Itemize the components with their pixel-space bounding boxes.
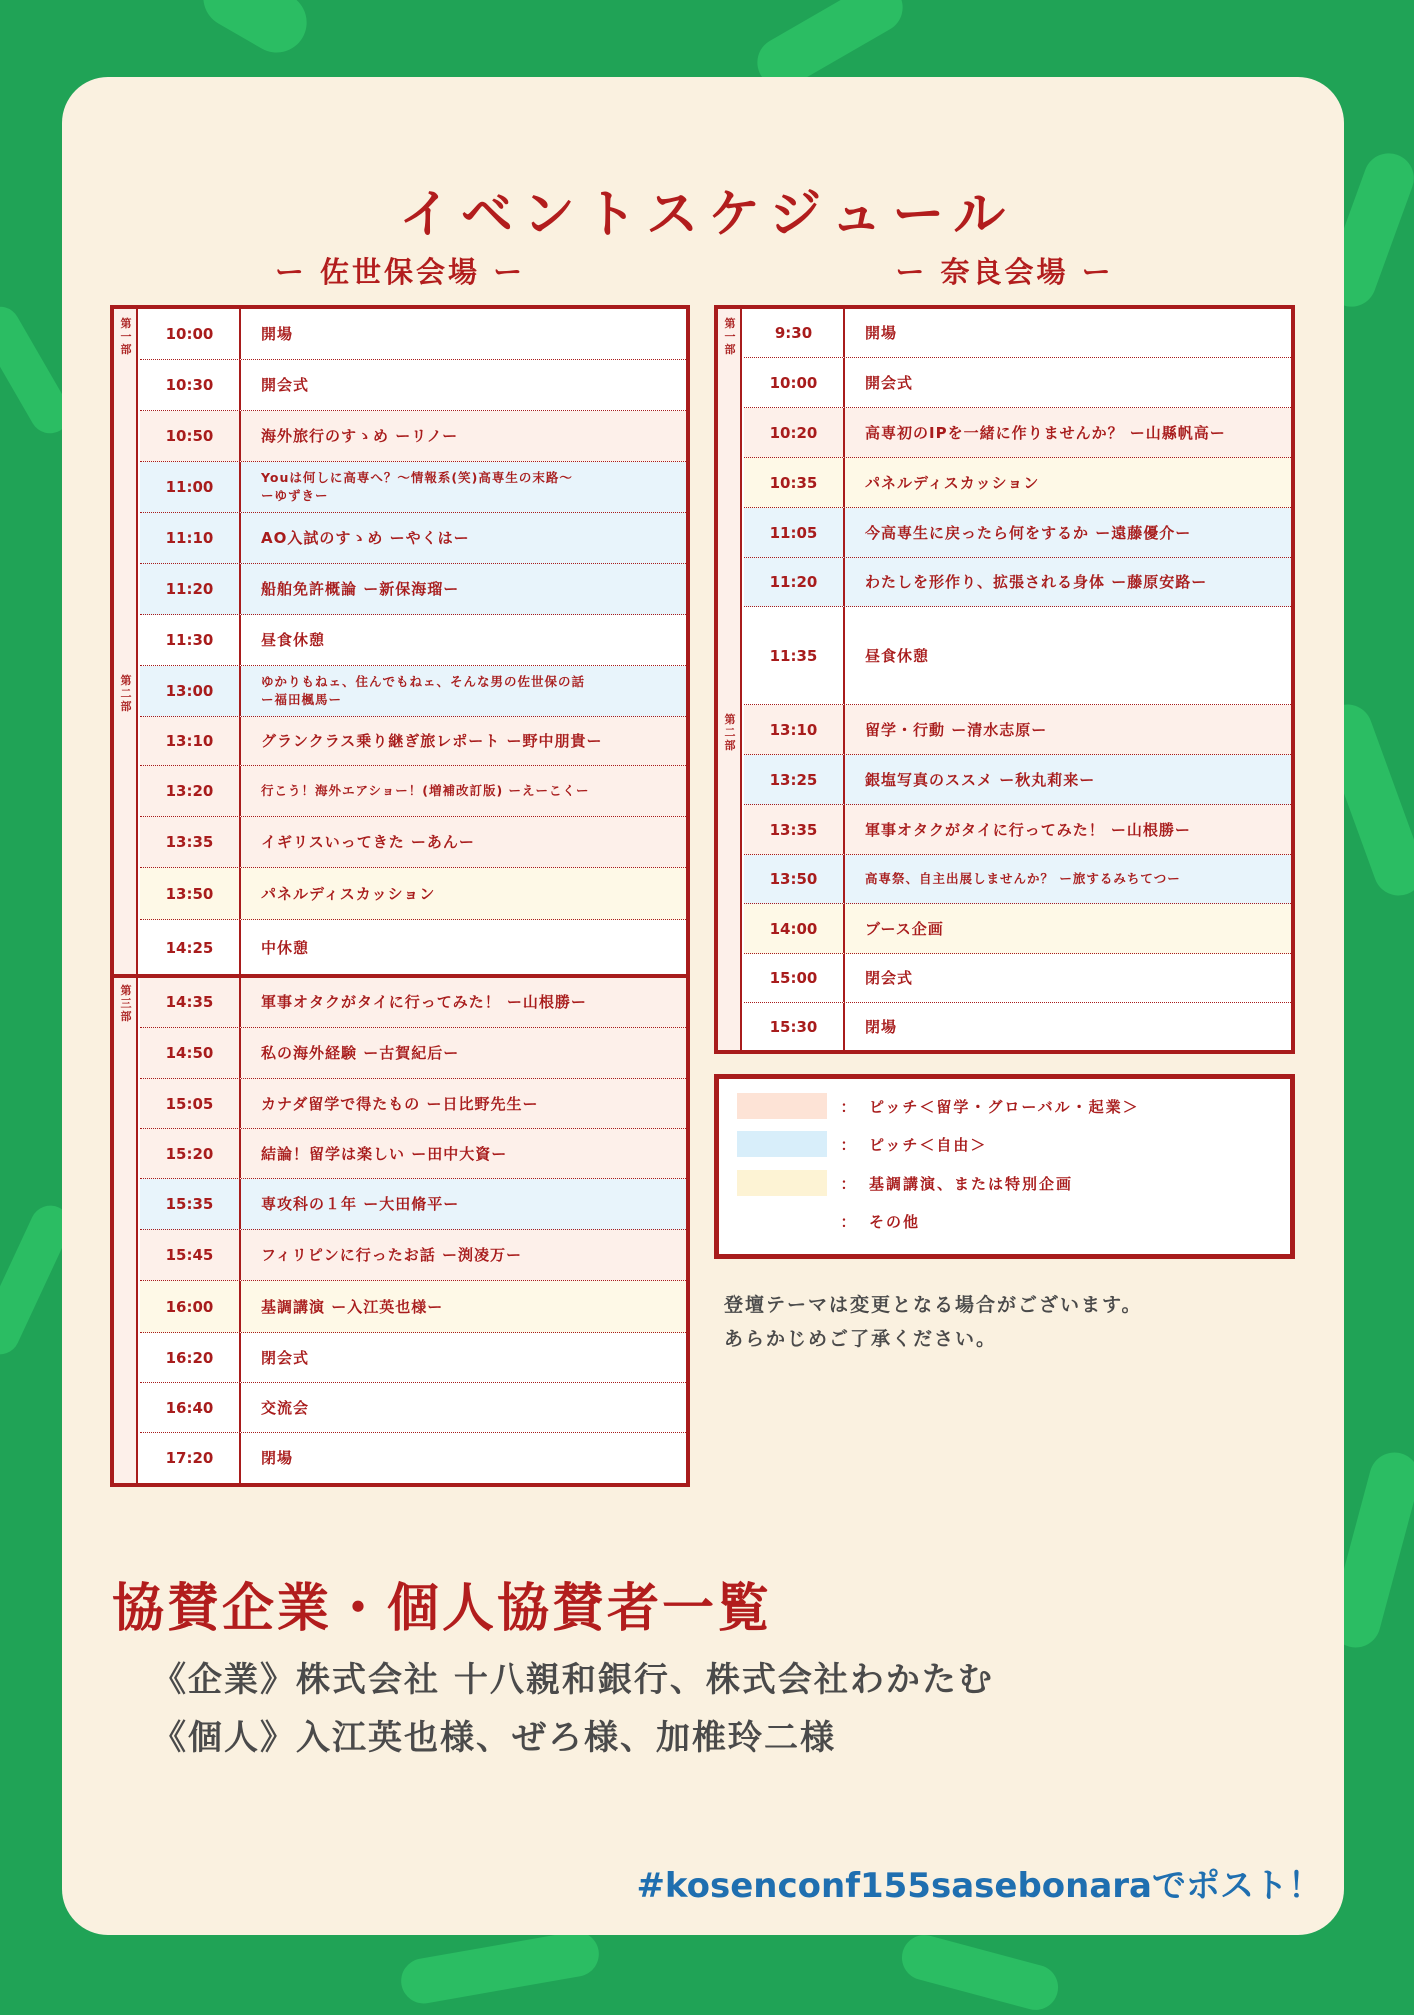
schedule-time: 15:45: [140, 1230, 241, 1280]
schedule-title: 私の海外経験 ー古賀紀后ー: [261, 1044, 460, 1062]
schedule-title: Youは何しに高専へ？～情報系(笑)高専生の末路～ ーゆずきー: [261, 470, 573, 503]
schedule-title: イギリスいってきた ーあんー: [261, 833, 475, 851]
schedule-title: カナダ留学で得たもの ー日比野先生ー: [261, 1094, 539, 1113]
schedule-row: [744, 309, 1291, 358]
schedule-time: 13:35: [140, 817, 241, 867]
schedule-time: 11:20: [140, 564, 241, 614]
schedule-title: パネルディスカッション: [261, 884, 436, 903]
schedule-time: 11:35: [744, 607, 845, 704]
schedule-table-nara: [714, 305, 1295, 1054]
notice-line: あらかじめご了承ください。: [724, 1328, 998, 1350]
schedule-title: 開場: [865, 324, 898, 342]
schedule-row: [140, 564, 686, 615]
schedule-row: [140, 868, 686, 920]
schedule-title: 昼食休憩: [261, 631, 326, 649]
schedule-title: 開会式: [865, 373, 914, 392]
schedule-table-sasebo: [110, 305, 690, 1487]
schedule-row: [744, 904, 1291, 954]
venue-title-nara: ー 奈良会場 ー: [895, 255, 1114, 289]
schedule-time: 13:50: [744, 855, 845, 903]
schedule-row: [140, 309, 686, 360]
schedule-row: [140, 411, 686, 462]
schedule-row: [140, 717, 686, 766]
schedule-title: 基調講演 ー入江英也様ー: [261, 1297, 444, 1316]
schedule-title: 専攻科の１年 ー大田脩平ー: [261, 1195, 460, 1213]
schedule-row: [744, 408, 1291, 458]
part-label: 第 二 部: [724, 713, 736, 752]
schedule-title: グランクラス乗り継ぎ旅レポート ー野中朋貴ー: [261, 732, 603, 750]
legend-swatch-pink: [737, 1093, 827, 1119]
schedule-title: 海外旅行のすゝめ ーリノー: [261, 427, 459, 445]
schedule-time: 15:05: [140, 1079, 241, 1128]
venue-title-sasebo: ー 佐世保会場 ー: [274, 255, 526, 289]
schedule-title: 閉会式: [865, 969, 914, 987]
schedule-time: 15:30: [744, 1003, 845, 1050]
schedule-row: [140, 1383, 686, 1433]
schedule-time: 10:00: [744, 358, 845, 407]
schedule-title: 今高専生に戻ったら何をするか ー遠藤優介ー: [865, 523, 1192, 542]
schedule-title: わたしを形作り、拡張される身体 ー藤原安路ー: [865, 573, 1208, 591]
schedule-title: 閉場: [261, 1449, 294, 1467]
legend-text: その他: [869, 1212, 921, 1231]
schedule-title: 軍事オタクがタイに行ってみた！ ー山根勝ー: [865, 820, 1191, 839]
schedule-title: 中休憩: [261, 938, 310, 957]
part-label: 第 一 部: [724, 317, 736, 356]
sponsors-heading: 協賛企業・個人協賛者一覧: [112, 1579, 773, 1639]
schedule-time: 10:35: [744, 458, 845, 507]
schedule-row: [744, 805, 1291, 855]
schedule-time: 16:00: [140, 1281, 241, 1332]
schedule-row: [744, 358, 1291, 408]
schedule-row: [140, 920, 686, 976]
schedule-time: 15:35: [140, 1179, 241, 1229]
schedule-time: 10:00: [140, 309, 241, 359]
schedule-title: 軍事オタクがタイに行ってみた！ ー山根勝ー: [261, 992, 587, 1011]
schedule-row: [140, 976, 686, 1028]
schedule-row: [140, 1028, 686, 1079]
legend-swatch-white: [737, 1208, 827, 1234]
part-strip: [718, 309, 742, 705]
schedule-title: 行こう！海外エアショー！(増補改訂版) ーえーこくー: [261, 783, 590, 798]
schedule-row: [140, 766, 686, 817]
schedule-title: ゆかりもねェ、住んでもねェ、そんな男の佐世保の話 ー福田楓馬ー: [261, 674, 586, 707]
schedule-title: 開場: [261, 325, 294, 343]
notice-text: [724, 1288, 1142, 1356]
schedule-row: [744, 458, 1291, 508]
schedule-row: [140, 1179, 686, 1230]
part-label: 第 一 部: [120, 317, 132, 356]
schedule-time: 11:05: [744, 508, 845, 557]
schedule-row: [744, 705, 1291, 755]
schedule-title: AO入試のすゝめ ーやくはー: [261, 529, 470, 547]
background-decoration: [398, 1928, 603, 2007]
schedule-title: 閉会式: [261, 1348, 310, 1367]
schedule-title: 交流会: [261, 1398, 310, 1417]
schedule-time: 14:00: [744, 904, 845, 953]
schedule-row: [744, 558, 1291, 607]
schedule-time: 16:40: [140, 1383, 241, 1432]
schedule-title: 昼食休憩: [865, 646, 930, 665]
part-divider: [114, 974, 686, 978]
schedule-row: [140, 1281, 686, 1333]
schedule-time: 11:30: [140, 615, 241, 665]
schedule-time: 14:35: [140, 976, 241, 1027]
legend-text: ピッチ＜留学・グローバル・起業＞: [869, 1097, 1140, 1116]
legend-colon: ：: [840, 1212, 856, 1231]
schedule-time: 15:20: [140, 1129, 241, 1178]
schedule-title: 船舶免許概論 ー新保海瑠ー: [261, 580, 460, 598]
schedule-time: 16:20: [140, 1333, 241, 1382]
legend-colon: ：: [840, 1097, 856, 1116]
schedule-title: 銀塩写真のススメ ー秋丸莉来ー: [865, 770, 1096, 789]
schedule-time: 10:50: [140, 411, 241, 461]
schedule-time: 11:00: [140, 462, 241, 512]
schedule-time: 13:00: [140, 666, 241, 716]
schedule-title: 開会式: [261, 376, 310, 394]
part-strip: [114, 976, 138, 1483]
schedule-title: 閉場: [865, 1017, 898, 1036]
legend-item: [737, 1206, 920, 1236]
legend-swatch-blue: [737, 1131, 827, 1157]
schedule-title: 高専祭、自主出展しませんか？ ー旅するみちてつー: [865, 871, 1181, 886]
background-decoration: [192, 0, 317, 63]
schedule-row: [744, 855, 1291, 904]
schedule-row: [140, 1129, 686, 1179]
legend-text: 基調講演、または特別企画: [869, 1174, 1074, 1193]
schedule-time: 9:30: [744, 309, 845, 357]
page-title: イベントスケジュール: [398, 185, 1016, 245]
schedule-time: 13:20: [140, 766, 241, 816]
schedule-row: [140, 1333, 686, 1383]
schedule-time: 11:10: [140, 513, 241, 563]
schedule-time: 11:20: [744, 558, 845, 606]
schedule-title: 結論！留学は楽しい ー田中大資ー: [261, 1144, 508, 1163]
schedule-title: 留学・行動 ー清水志原ー: [865, 720, 1048, 739]
schedule-row: [744, 1003, 1291, 1050]
schedule-time: 13:10: [744, 705, 845, 754]
schedule-time: 15:00: [744, 954, 845, 1002]
sponsors-corporate: 《企業》株式会社 十八親和銀行、株式会社わかたむ: [152, 1660, 994, 1700]
part-label: 第 三 部: [120, 984, 132, 1023]
part-strip: [114, 309, 138, 666]
schedule-time: 13:50: [140, 868, 241, 919]
legend-swatch-yellow: [737, 1170, 827, 1196]
schedule-row: [744, 607, 1291, 705]
schedule-row: [140, 1433, 686, 1483]
schedule-row: [140, 1079, 686, 1129]
legend-text: ピッチ＜自由＞: [869, 1135, 988, 1154]
schedule-row: [140, 666, 686, 717]
hashtag-text: #kosenconf155sasebonaraでポスト！: [636, 1866, 1322, 1906]
legend-item: [737, 1129, 987, 1159]
schedule-time: 17:20: [140, 1433, 241, 1483]
schedule-title: 高専初のIPを一緒に作りませんか？ ー山縣帆高ー: [865, 423, 1226, 442]
schedule-row: [140, 615, 686, 666]
schedule-time: 13:10: [140, 717, 241, 765]
schedule-time: 14:50: [140, 1028, 241, 1078]
sponsors-individual: 《個人》入江英也様、ぜろ様、加椎玲二様: [152, 1718, 836, 1758]
schedule-row: [140, 462, 686, 513]
part-label: 第 二 部: [120, 674, 132, 713]
part-strip: [718, 705, 742, 1050]
legend-box: [714, 1074, 1295, 1259]
schedule-title: フィリピンに行ったお話 ー渕凌万ー: [261, 1246, 523, 1264]
background-decoration: [897, 1930, 1063, 2015]
schedule-title: パネルディスカッション: [865, 473, 1040, 492]
legend-colon: ：: [840, 1174, 856, 1193]
schedule-time: 10:20: [744, 408, 845, 457]
schedule-time: 14:25: [140, 920, 241, 975]
schedule-time: 10:30: [140, 360, 241, 410]
legend-colon: ：: [840, 1135, 856, 1154]
schedule-time: 13:25: [744, 755, 845, 804]
schedule-row: [744, 508, 1291, 558]
legend-item: [737, 1168, 1073, 1198]
schedule-row: [140, 1230, 686, 1281]
schedule-row: [140, 360, 686, 411]
schedule-row: [140, 513, 686, 564]
legend-item: [737, 1091, 1140, 1121]
schedule-title: ブース企画: [865, 919, 944, 938]
schedule-row: [744, 755, 1291, 805]
notice-line: 登壇テーマは変更となる場合がございます。: [724, 1294, 1143, 1316]
schedule-time: 13:35: [744, 805, 845, 854]
schedule-row: [140, 817, 686, 868]
schedule-row: [744, 954, 1291, 1003]
